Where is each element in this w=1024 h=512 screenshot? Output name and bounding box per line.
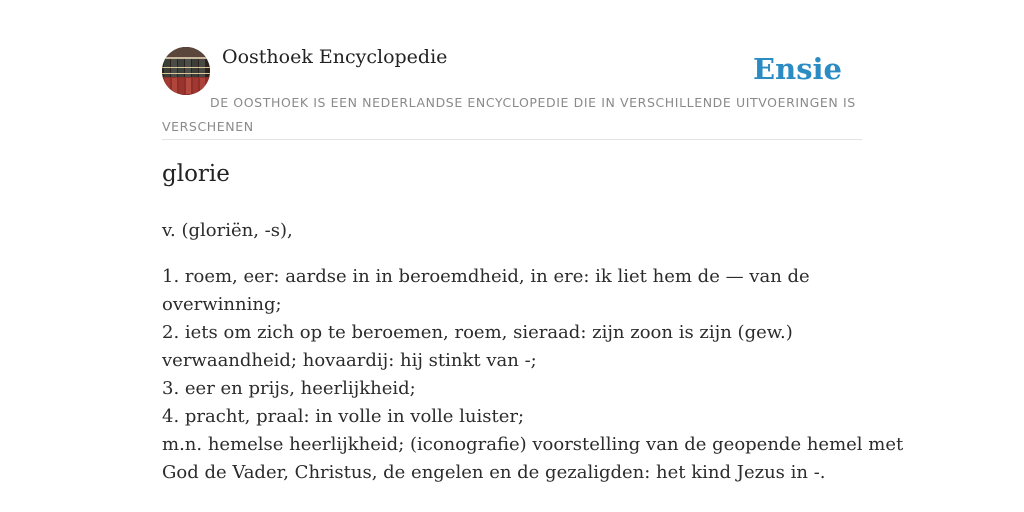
definition-line: verwaandheid; hovaardij: hij stinkt van -; bbox=[162, 350, 537, 371]
entry-term: glorie bbox=[162, 161, 230, 187]
definition-line: overwinning; bbox=[162, 294, 282, 315]
encyclopedia-books-icon bbox=[162, 47, 210, 95]
entry-grammar: v. (gloriën, -s), bbox=[162, 220, 293, 241]
definition-line: m.n. hemelse heerlijkheid; (iconografie) voorstelling van de geopende hemel met bbox=[162, 434, 904, 455]
source-description: DE OOSTHOEK IS EEN NEDERLANDSE ENCYCLOPEDIE DIE IN VERSCHILLENDE UITVOERINGEN IS VERSCHENEN bbox=[162, 95, 856, 134]
source-header bbox=[162, 40, 862, 140]
definition-line: 1. roem, eer: aardse in in beroemdheid, in ere: ik liet hem de — van de bbox=[162, 266, 810, 287]
source-title[interactable]: Oosthoek Encyclopedie bbox=[222, 46, 448, 68]
source-avatar[interactable] bbox=[162, 47, 210, 95]
definition-line: 2. iets om zich op te beroemen, roem, sieraad: zijn zoon is zijn (gew.) bbox=[162, 322, 793, 343]
definition-line: 4. pracht, praal: in volle in volle luister; bbox=[162, 406, 525, 427]
definition-line: 3. eer en prijs, heerlijkheid; bbox=[162, 378, 416, 399]
source-header-container bbox=[162, 40, 862, 140]
entry-definition bbox=[162, 263, 904, 487]
definition-line: God de Vader, Christus, de engelen en de gezaligden: het kind Jezus in -. bbox=[162, 462, 826, 483]
ensie-logo[interactable]: Ensie bbox=[753, 52, 842, 86]
